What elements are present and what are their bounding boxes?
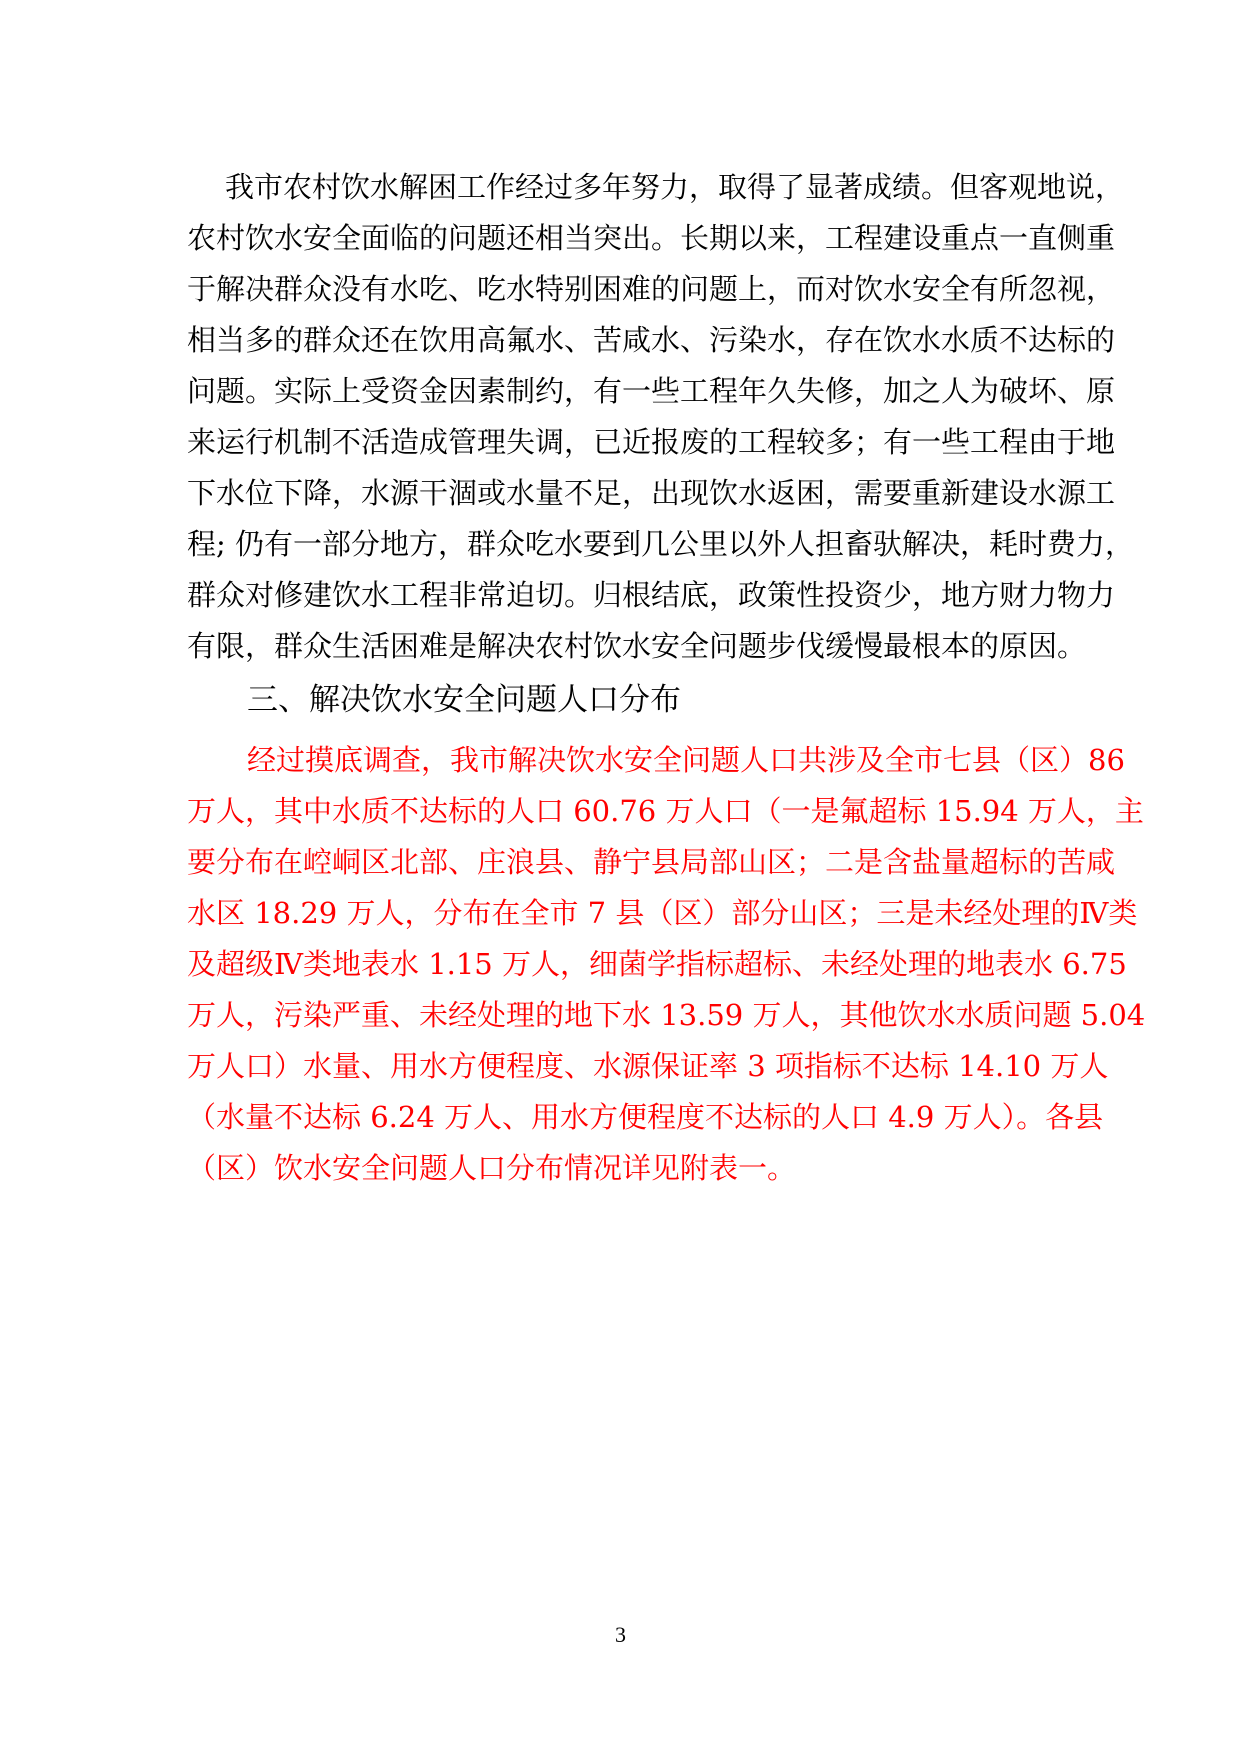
paragraph-1-line: 相当多的群众还在饮用高氟水、苦咸水、污染水，存在饮水水质不达标的 xyxy=(187,323,1116,357)
paragraph-2-line: 及超级Ⅳ类地表水 1.15 万人，细菌学指标超标、未经处理的地表水 6.75 xyxy=(187,947,1127,981)
section-heading: 三、解决饮水安全问题人口分布 xyxy=(247,682,681,718)
paragraph-1-line: 群众对修建饮水工程非常迫切。归根结底，政策性投资少，地方财力物力 xyxy=(187,578,1116,612)
paragraph-2-line: （区）饮水安全问题人口分布情况详见附表一。 xyxy=(187,1151,797,1185)
paragraph-1-line: 有限，群众生活困难是解决农村饮水安全问题步伐缓慢最根本的原因。 xyxy=(187,629,1087,663)
paragraph-2-line: 要分布在崆峒区北部、庄浪县、静宁县局部山区；二是含盐量超标的苦咸 xyxy=(187,845,1116,879)
paragraph-2-line: 万人口）水量、用水方便程度、水源保证率 3 项指标不达标 14.10 万人 xyxy=(187,1049,1109,1083)
page-number: 3 xyxy=(615,1622,626,1647)
paragraph-2-line: 万人，污染严重、未经处理的地下水 13.59 万人，其他饮水水质问题 5.04 xyxy=(187,998,1146,1032)
paragraph-2-line: 水区 18.29 万人，分布在全市 7 县（区）部分山区；三是未经处理的Ⅳ类 xyxy=(187,896,1138,930)
paragraph-2-line: （水量不达标 6.24 万人、用水方便程度不达标的人口 4.9 万人）。各县 xyxy=(187,1100,1104,1134)
paragraph-1-line: 我市农村饮水解困工作经过多年努力，取得了显著成绩。但客观地说， xyxy=(225,170,1125,204)
paragraph-1-line: 于解决群众没有水吃、吃水特别困难的问题上，而对饮水安全有所忽视， xyxy=(187,272,1116,306)
paragraph-1-line: 来运行机制不活造成管理失调，已近报废的工程较多；有一些工程由于地 xyxy=(187,425,1116,459)
paragraph-2-line: 万人，其中水质不达标的人口 60.76 万人口（一是氟超标 15.94 万人，主 xyxy=(187,794,1144,828)
paragraph-2-line: 经过摸底调查，我市解决饮水安全问题人口共涉及全市七县（区）86 xyxy=(247,743,1125,777)
paragraph-1-line: 问题。实际上受资金因素制约，有一些工程年久失修，加之人为破坏、原 xyxy=(187,374,1116,408)
paragraph-1-line: 下水位下降，水源干涸或水量不足，出现饮水返困，需要重新建设水源工 xyxy=(187,476,1116,510)
paragraph-1-line: 程; 仍有一部分地方，群众吃水要到几公里以外人担畜驮解决，耗时费力， xyxy=(187,527,1134,561)
paragraph-1-line: 农村饮水安全面临的问题还相当突出。长期以来，工程建设重点一直侧重 xyxy=(187,221,1116,255)
